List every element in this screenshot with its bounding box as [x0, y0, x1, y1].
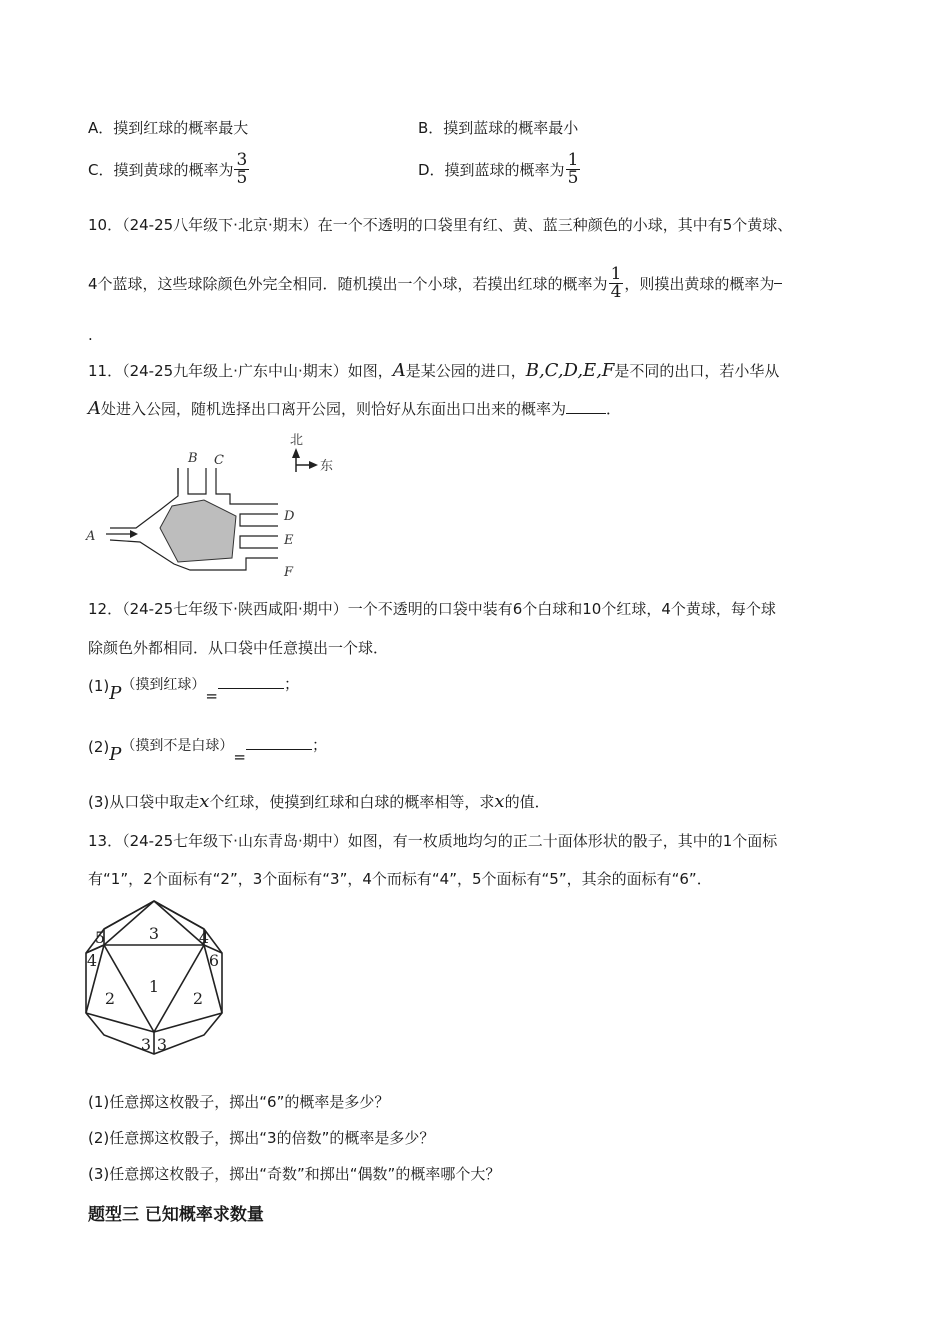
q10-text-a: 4个蓝球，这些球除颜色外完全相同．随机摸出一个小球，若摸出红球的概率为: [88, 275, 608, 293]
q9-option-c: [88, 152, 250, 187]
fraction-denominator: 5: [567, 168, 579, 188]
q12-part1-num: (1): [88, 677, 110, 695]
q11-line1: [88, 360, 779, 381]
exit-e-label: E: [284, 533, 294, 548]
q12-part1-blank[interactable]: [218, 688, 284, 689]
q12-part2-paren: （摸到不是白球）: [121, 738, 234, 754]
q9-option-d-fraction: [566, 152, 581, 187]
die-face-top: 3: [148, 924, 160, 943]
entrance-a-label: A: [86, 529, 96, 544]
compass-north-label: 北: [290, 433, 304, 448]
section-title: 题型三 已知概率求数量: [88, 1205, 264, 1225]
q10-fraction: [609, 266, 624, 301]
die-face-r: 6: [208, 951, 220, 970]
q12-part3-x2: x: [494, 791, 505, 812]
q12-part3-text-c: 的值．: [504, 793, 550, 811]
die-face-br: 3: [156, 1035, 168, 1054]
q9-option-c-text: C．摸到黄球的概率为: [88, 161, 234, 179]
q13-part1: (1)任意掷这枚骰子，掷出“6”的概率是多少？: [88, 1093, 390, 1111]
q12-part1-eq: =: [205, 687, 218, 705]
q9-option-c-fraction: [234, 152, 249, 187]
q12-part2-eq: =: [233, 748, 246, 766]
exit-b-label: B: [188, 451, 198, 466]
compass-east-label: 东: [320, 459, 334, 474]
q11-answer-blank[interactable]: [566, 413, 606, 414]
q11-text-d: 处进入公园，随机选择出口离开公园，则恰好从东面出口出来的概率为: [101, 400, 567, 418]
q10-line1: 10．（24-25八年级下·北京·期末）在一个不透明的口袋里有红、黄、蓝三种颜色的小球，其中有5个黄球、: [88, 216, 793, 234]
q12-part2: [88, 736, 327, 770]
q12-part2-end: ；: [311, 736, 327, 754]
compass-east-arrow: [309, 461, 318, 469]
q9-option-b: B．摸到蓝球的概率最小: [418, 119, 579, 137]
q12-part2-p: P: [109, 744, 122, 765]
q12-part1: [88, 675, 299, 709]
q11-text-b: 是某公园的进口，: [405, 362, 526, 380]
icosahedron-die-figure: [82, 898, 230, 1058]
die-face-center: 1: [148, 977, 160, 996]
exit-f-label: F: [284, 565, 294, 580]
q11-vars: B,C,D,E,F: [525, 360, 615, 381]
die-face-right: 2: [192, 989, 204, 1008]
die-edge-ur: [154, 901, 204, 945]
fraction-numerator: 1: [610, 264, 622, 284]
fraction-numerator: 3: [236, 150, 248, 170]
q9-option-d-text: D．摸到蓝球的概率为: [418, 161, 565, 179]
q11-var-a2: A: [88, 398, 101, 419]
fraction-denominator: 5: [236, 168, 248, 188]
q12-part3-text-a: (3)从口袋中取走: [88, 793, 200, 811]
q10-end: .: [88, 326, 93, 344]
compass-north-arrow: [292, 448, 300, 458]
q12-line2: 除颜色外都相同．从口袋中任意摸出一个球．: [88, 639, 389, 657]
exit-c-label: C: [214, 453, 224, 468]
die-face-l: 4: [86, 951, 98, 970]
die-face-bl: 3: [140, 1035, 152, 1054]
fraction-denominator: 4: [610, 282, 622, 302]
q13-line2: 有“1”，2个面标有“2”，3个面标有“3”，4个而标有“4”，5个面标有“5”，其余的面标有“6”．: [88, 870, 712, 888]
park-map-figure: [80, 428, 350, 588]
q12-part2-num: (2): [88, 738, 110, 756]
die-edge-ul: [104, 901, 154, 945]
q11-text-end: ．: [606, 400, 622, 418]
q13-part2: (2)任意掷这枚骰子，掷出“3的倍数”的概率是多少？: [88, 1129, 435, 1147]
park-pavilion: [160, 500, 236, 562]
q10-text-b: ，则摸出黄球的概率为: [624, 275, 775, 293]
die-face-left: 2: [104, 989, 116, 1008]
q11-text-c: 是不同的出口，若小华从: [614, 362, 780, 380]
q13-line1: 13．（24-25七年级下·山东青岛·期中）如图，有一枚质地均匀的正二十面体形状的骰子，其中的1个面标: [88, 832, 778, 850]
q9-option-a: A．摸到红球的概率最大: [88, 119, 249, 137]
q11-line2: [88, 398, 621, 419]
q10-line2: [88, 266, 782, 301]
q12-part2-blank[interactable]: [246, 749, 312, 750]
entrance-arrow-head: [130, 530, 138, 538]
q12-part3: [88, 791, 550, 812]
q12-part3-x: x: [199, 791, 210, 812]
q12-part1-end: ；: [283, 675, 299, 693]
fraction-numerator: 1: [567, 150, 579, 170]
q9-option-d: [418, 152, 581, 187]
q10-answer-blank[interactable]: [774, 283, 782, 284]
q12-part3-text-b: 个红球，使摸到红球和白球的概率相等，求: [209, 793, 495, 811]
q11-text-a: 11．（24-25九年级上·广东中山·期末）如图，: [88, 362, 393, 380]
q12-part1-p: P: [109, 683, 122, 704]
q12-part1-paren: （摸到红球）: [121, 677, 206, 693]
die-face-ul: 5: [94, 928, 106, 947]
exit-d-label: D: [284, 509, 295, 524]
q11-var-a: A: [392, 360, 406, 381]
q12-line1: 12．（24-25七年级下·陕西咸阳·期中）一个不透明的口袋中装有6个白球和10个红球，4个黄球，每个球: [88, 600, 776, 618]
die-face-ur: 4: [198, 928, 210, 947]
q13-part3: (3)任意掷这枚骰子，掷出“奇数”和掷出“偶数”的概率哪个大？: [88, 1165, 501, 1183]
